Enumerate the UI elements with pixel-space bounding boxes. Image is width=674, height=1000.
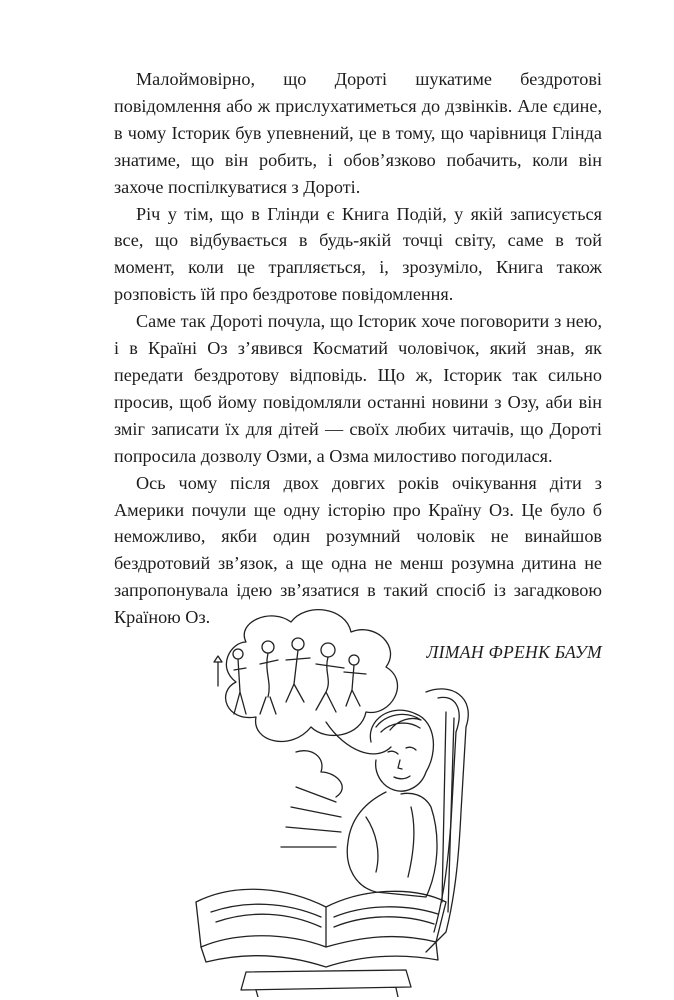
paragraph-4: Ось чому після двох довгих років очікування діти з Америки почули ще одну історію про Країну Оз. Це було б неможливо, якби один розумний чоловік не винайшов бездротовий зв’язок, а ще одна не менш розумна дитина не запропонувала ідею зв’язатися в такий спосіб із загадковою Країною Оз. bbox=[114, 472, 602, 628]
dreaming-boy-drawing bbox=[176, 602, 516, 997]
paragraph-3: Саме так Дороті почула, що Історик хоче поговорити з нею, і в Країні Оз з’явився Косматий чоловічок, який знав, як передати бездротову відповідь. Що ж, Історик так сильно просив, щоб йому повідомляли останні новини з Озу, аби він зміг записати їх для дітей — своїх любих читачів, що Дороті попросила дозволу Озми, а Озма милостиво погодилася. bbox=[114, 311, 602, 466]
book-illustration bbox=[176, 602, 516, 997]
chapter-text bbox=[114, 66, 602, 666]
stacked-books bbox=[241, 970, 411, 997]
dream-cloud bbox=[226, 610, 398, 742]
paragraph-1: Малоймовірно, що Дороті шукатиме бездротові повідомлення або ж прислухатиметься до дзвінків. Але єдине, в чому Історик був упевнений, це в тому, що чарівниця Глінда знатиме, що він робить, і обов’язково побачить, коли він захоче поспілкуватися з Дороті. bbox=[114, 69, 602, 197]
dream-figures bbox=[214, 638, 366, 714]
author-signature: ЛІМАН ФРЕНК БАУМ bbox=[426, 642, 602, 663]
paragraph-2: Річ у тім, що в Глінди є Книга Подій, у якій записується все, що відбувається в будь-якій точці світу, саме в той момент, коли це трапляється, і, зрозуміло, Книга також розповість їй про бездротове повідомлення. bbox=[114, 203, 602, 305]
boy-body bbox=[347, 792, 437, 897]
